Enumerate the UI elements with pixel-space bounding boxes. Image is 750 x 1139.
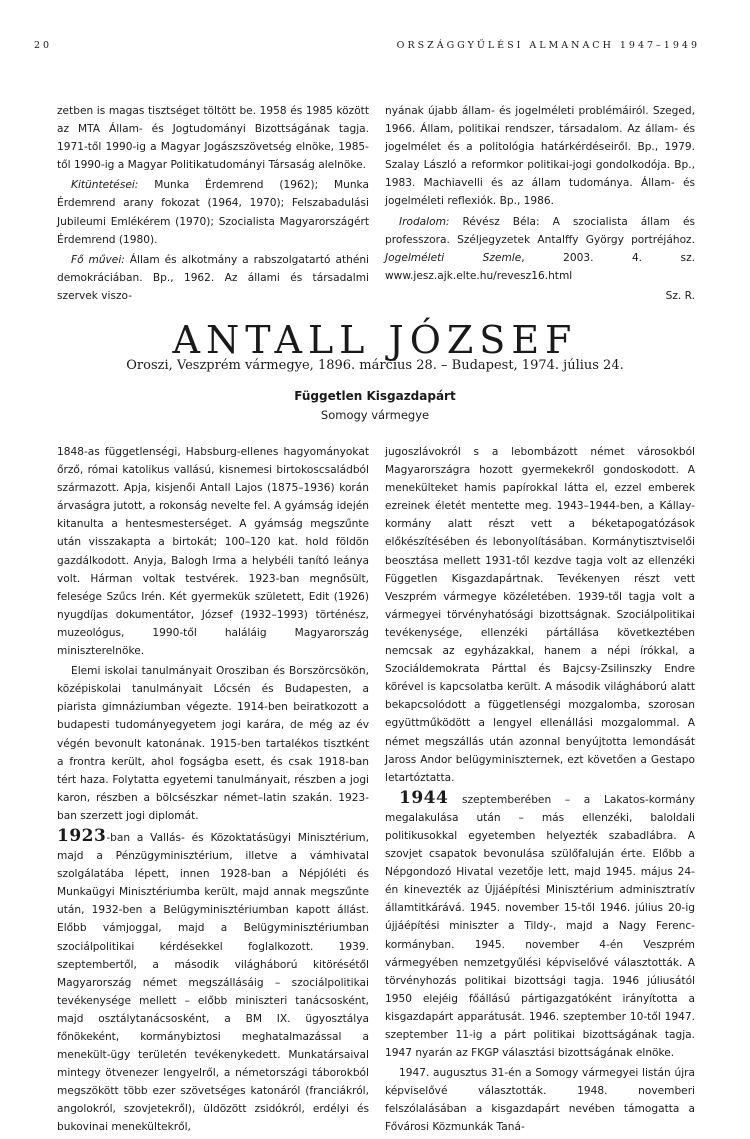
previous-entry-left-column — [57, 102, 369, 307]
origin-paragraph: 1848-as függetlenségi, Habsburg-ellenes hagyományokat őrző, római katolikus vallású, kisnemesi birtokoscsaládból származott. Apja, kisjenői Antall Lajos (1875–1936) korán árvaságra jutott, a rokonság nevelte fel. A gyámság idején kitanulta a hentesmesterséget. A gyámság megszűnte után visszakapta a birtokát; 100–120 kat. hold földön gazdálkodott. Anyja, Balogh Irma a helybéli tanító leánya volt. Hárman voltak testvérek. 1923-ban megnősült, felesége Szűcs Irén. Két gyermekük született, Edit (1926) nyugdíjas dokumentátor, József (1932–1993) történész, muzeológus, 1990-től haláláig Magyarország miniszterelnöke. — [57, 446, 369, 658]
literature-paragraph — [385, 213, 695, 285]
literature-tail: , 2003. 4. sz. www.jesz.ajk.elte.hu/revesz16.html — [385, 251, 695, 282]
entry-name-heading: ANTALL JÓZSEF — [172, 318, 578, 362]
works-label: Fő művei: — [71, 253, 125, 266]
running-header — [34, 40, 700, 54]
career-paragraph: zetben is magas tisztséget töltött be. 1958 és 1985 között az MTA Állam- és Jogtudományi Bizottságának tagja. 1971-től 1990-ig a Magyar Jogászszövetség elnöke, 1985-től 1990-ig a Magyar Politikatudományi Társaság alelnöke. — [57, 105, 369, 172]
year-marker-1923: 1923 — [57, 825, 107, 846]
author-signature: Sz. R. — [665, 289, 695, 302]
career-text-1944: szeptemberében – a Lakatos-kormány megalakulása után – más ellenzéki, baloldali politikusokkal egyetemben helyezték szabadlábra. A szovjet csapatok bevonulása szülőfaluján érte. Előbb a Népgondozó Hivatal vezetője lett, majd 1945. május 24-én kinevezték az Újjáépítési Minisztérium adminisztratív államtitkárává. 1945. november 15-től 1946. július 20-ig újjáépítési miniszter a Tildy-, majd a Nagy Ferenc-kormányban. 1945. november 4-én Veszprém vármegyében nemzetgyűlési képviselővé választották. A törvényhozás politikai bizottsági tagja. 1946 júliusától 1950 elejéig főállású pártigazgatóként irányította a kisgazdapárt apparátusát. 1946. szeptember 10-től 1947. szeptember 11-ig a párt politikai bizottságának tagja. 1947 nyarán az FKGP választási bizottságának elnöke. — [385, 793, 695, 1060]
works-continued-paragraph: nyának újabb állam- és jogelméleti problémáiról. Szeged, 1966. Állam, politikai rendszer, társadalom. Az állam- és jogelmélet és a politológia határkérdéseiről. Bp., 1979. Szalay László a reformkor politikai-jogi gondolkodója. Bp., 1983. Machiavelli és az állam tudománya. Állam- és jogelméleti reflexiók. Bp., 1986. — [385, 105, 695, 208]
year-marker-1944: 1944 — [399, 787, 449, 808]
entry-left-column — [57, 443, 369, 1139]
refugee-paragraph: jugoszlávokról s a lebombázott német városokból Magyarországra hozott gyermekekről gondoskodott. A menekülteket hamis papírokkal látta el, ezzel emberek ezreinek életét mentette meg. 1943–1944-ben, a Kállay-kormány alatt részt vett a béketapogatózások előkészítésében és lebonyolításában. Kormánytisztviselői beosztása mellett 1931-től kezdve tagja volt az ellenzéki Független Kisgazdapártnak. Tevékenyen részt vett Veszprém vármegye közéletében. 1939-től tagja volt a vármegyei törvényhatósági bizottságnak. Szociálpolitikai tevékenysége, ellenzéki pártállása következtében nemcsak az egyházakkal, hanem a népi írókkal, a Szociáldemokrata Párttal és Bajcsy-Zsilinszky Endre körével is kapcsolatba került. A második világháború alatt bekapcsolódott a függetlenségi mozgalomba, szorosan együttműködött a lengyel ellenállási mozgalommal. A német megszállás után azonnal benyújtotta lemondását Jaross Andor belügyminiszternek, ezt követően a Gestapo letartóztatta. — [385, 446, 695, 784]
birth-death-line: Oroszi, Veszprém vármegye, 1896. március 28. – Budapest, 1974. július 24. — [126, 358, 624, 373]
running-title: ORSZÁGGYŰLÉSI ALMANACH 1947–1949 — [396, 40, 700, 51]
entry-right-column — [385, 443, 695, 1139]
career-paragraph-1944 — [385, 789, 695, 1062]
previous-entry-right-column — [385, 102, 695, 307]
party-affiliation: Független Kisgazdapárt — [294, 389, 456, 403]
literature-label: Irodalom: — [399, 215, 450, 228]
journal-title: Jogelméleti Szemle — [385, 251, 522, 264]
career-text-1923: -ban a Vallás- és Közoktatásügyi Minisztérium, majd a Pénzügyminisztérium, illetve a vámhivatal szolgálatába lépett, innen 1928-ban a Népjóléti és Munkaügyi Minisztériumba került, majd annak megszűnte után, 1932-ben a Belügyminisztériumban kapott állást. Előbb vámjoggal, majd a Belügyminisztériumban szociálpolitikai kérdésekkel foglalkozott. 1939. szeptembertől, a második világháború kitörésétől Magyarország német megszállásáig – szociálpolitikai tevékenysége mellett – előbb miniszteri tanácsosként, majd osztálytanácsosként, a BM IX. ügyosztálya főnökeként, kormánybiztosi meghatalmazással a menekült-ügy területén tevékenykedett. Munkatársaival mintegy ötvenezer lengyelről, a németországi táborokból megszökött több ezer szövetséges katonáról (franciákról, angolokról, szovjetekről), üldözött zsidókról, erdélyi és bukovinai menekültekről, — [57, 831, 369, 1134]
works-paragraph — [57, 251, 369, 305]
literature-text: Révész Béla: A szocialista állam és professzora. Széljegyzetek Antalffy György portréjához. — [385, 215, 695, 246]
page-number: 20 — [34, 40, 53, 51]
works-text: Állam és alkotmány a rabszolgatartó athéni demokráciában. Bp., 1962. Az állami és társadalmi szervek viszo- — [57, 253, 369, 302]
awards-label: Kitüntetései: — [71, 179, 139, 192]
awards-text: Munka Érdemrend (1962); Munka Érdemrend arany fokozat (1964, 1970); Felszabadulási Jubileumi Emlékérem (1970); Szocialista Magyarországért Érdemrend (1980). — [57, 179, 369, 246]
career-paragraph-1923 — [57, 827, 369, 1137]
election-paragraph-1947: 1947. augusztus 31-én a Somogy vármegyei listán újra képviselővé választották. 1948. novemberi felszólalásában a kisgazdapárt nevében támogatta a Fővárosi Közmunkák Taná- — [385, 1067, 695, 1134]
constituency-county: Somogy vármegye — [320, 408, 430, 422]
awards-paragraph — [57, 176, 369, 248]
education-paragraph: Elemi iskolai tanulmányait Orosziban és Borszörcsökön, középiskolai tanulmányait Lőcsén és Budapesten, a piarista gimnáziumban végezte. 1914-ben beiratkozott a budapesti tudományegyetem jogi karára, de még az év végén bevonult katonának. 1915-ben tartalékos tisztként a frontra került, ahol fogságba esett, és csak 1918-ban tért haza. Folytatta egyetemi tanulmányait, részben a jogi karon, részben a bölcsészkar német–latin szakán. 1923-ban szerzett jogi diplomát. — [57, 665, 369, 822]
